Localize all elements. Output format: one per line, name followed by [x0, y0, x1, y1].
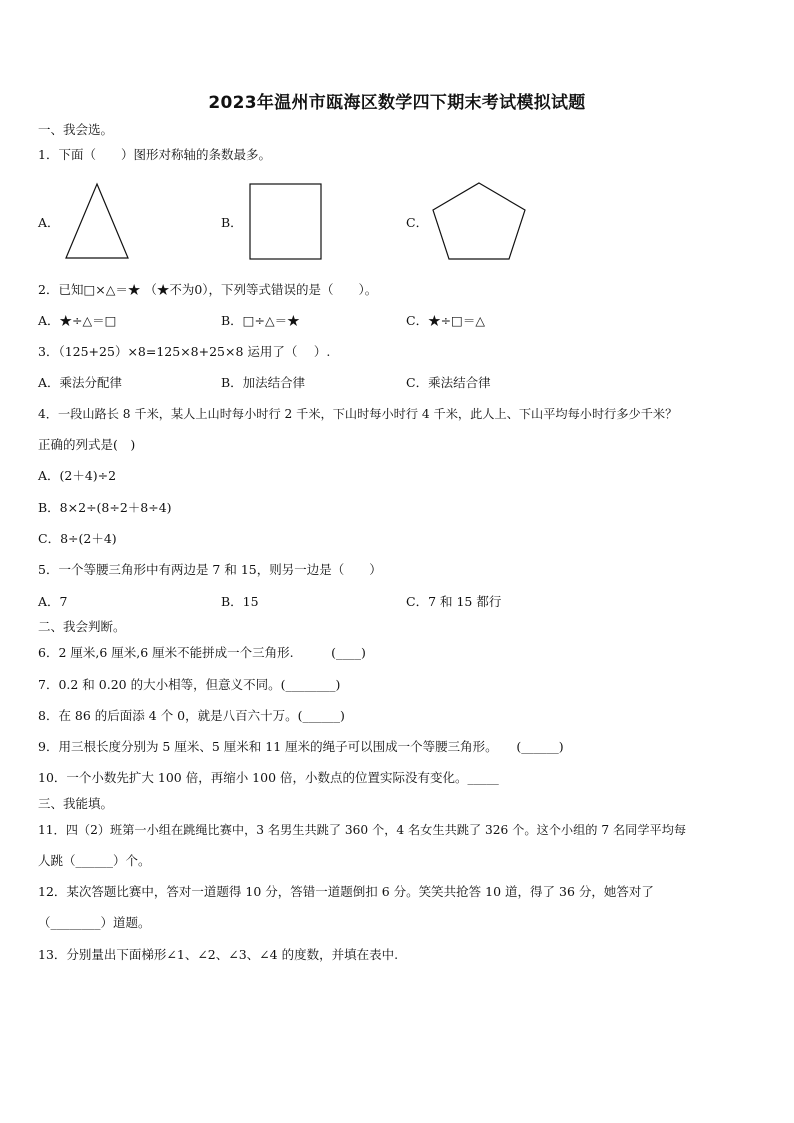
q4-option-b[interactable]: B．8×2÷(8÷2＋8÷4)	[38, 500, 172, 515]
section-heading-judge: 二、我会判断。	[38, 619, 126, 634]
question-11-line-1: 11．四（2）班第一小组在跳绳比赛中，3 名男生共跳了 360 个，4 名女生共跳了 326 个。这个小组的 7 名同学平均每	[38, 823, 687, 837]
question-4-stem-continued: 正确的列式是( )	[38, 437, 136, 452]
q2-option-a[interactable]: A．★÷△＝□	[38, 313, 117, 328]
q5-option-c[interactable]: C．7 和 15 都行	[406, 594, 502, 609]
q1-option-b[interactable]: B．	[221, 215, 243, 230]
q5-option-b[interactable]: B．15	[221, 594, 259, 609]
question-4-stem: 4．一段山路长 8 千米，某人上山时每小时行 2 千米，下山时每小时行 4 千米，此人上、下山平均每小时行多少千米？	[38, 407, 678, 421]
square-icon	[249, 183, 323, 260]
question-2-stem: 2．已知□×△＝★ （★不为0），下列等式错误的是（ ）。	[38, 282, 378, 297]
q3-option-c[interactable]: C．乘法结合律	[406, 375, 491, 390]
question-12-line-1: 12．某次答题比赛中，答对一道题得 10 分，答错一道题倒扣 6 分。笑笑共抢答 10 道，得了 36 分，她答对了	[38, 884, 654, 899]
section-heading-choice: 一、我会选。	[38, 122, 114, 137]
question-12-line-2: （________）道题。	[38, 915, 151, 930]
question-5-stem: 5．一个等腰三角形中有两边是 7 和 15，则另一边是（ ）	[38, 562, 382, 577]
q1-option-c[interactable]: C．	[406, 215, 429, 230]
q3-option-a[interactable]: A．乘法分配律	[38, 375, 123, 390]
q1-option-a[interactable]: A．	[38, 215, 60, 230]
question-9: 9．用三根长度分别为 5 厘米、5 厘米和 11 厘米的绳子可以围成一个等腰三角形。 (______)	[38, 739, 564, 754]
question-11-line-2: 人跳（______）个。	[38, 853, 151, 868]
question-8: 8．在 86 的后面添 4 个 0，就是八百六十万。(______)	[38, 708, 345, 723]
question-1-stem: 1．下面（ ）图形对称轴的条数最多。	[38, 147, 271, 162]
section-heading-fill: 三、我能填。	[38, 796, 114, 811]
page-title: 2023年温州市瓯海区数学四下期末考试模拟试题	[208, 93, 586, 113]
q5-option-a[interactable]: A．7	[38, 594, 68, 609]
question-13: 13．分别量出下面梯形∠1、∠2、∠3、∠4 的度数，并填在表中.	[38, 947, 399, 962]
question-6: 6．2 厘米,6 厘米,6 厘米不能拼成一个三角形. (____)	[38, 645, 366, 660]
q2-option-c[interactable]: C．★÷□＝△	[406, 313, 485, 328]
question-3-stem: 3．（125+25）×8=125×8+25×8 运用了（ ）.	[38, 344, 331, 359]
question-7: 7．0.2 和 0.20 的大小相等，但意义不同。(________)	[38, 677, 341, 692]
question-10: 10．一个小数先扩大 100 倍，再缩小 100 倍，小数点的位置实际没有变化。_____	[38, 770, 499, 785]
triangle-icon	[64, 182, 130, 260]
q3-option-b[interactable]: B．加法结合律	[221, 375, 306, 390]
q4-option-a[interactable]: A．(2＋4)÷2	[38, 468, 117, 483]
q2-option-b[interactable]: B．□÷△＝★	[221, 313, 300, 328]
pentagon-icon	[430, 181, 528, 261]
q4-option-c[interactable]: C．8÷(2＋4)	[38, 531, 117, 546]
